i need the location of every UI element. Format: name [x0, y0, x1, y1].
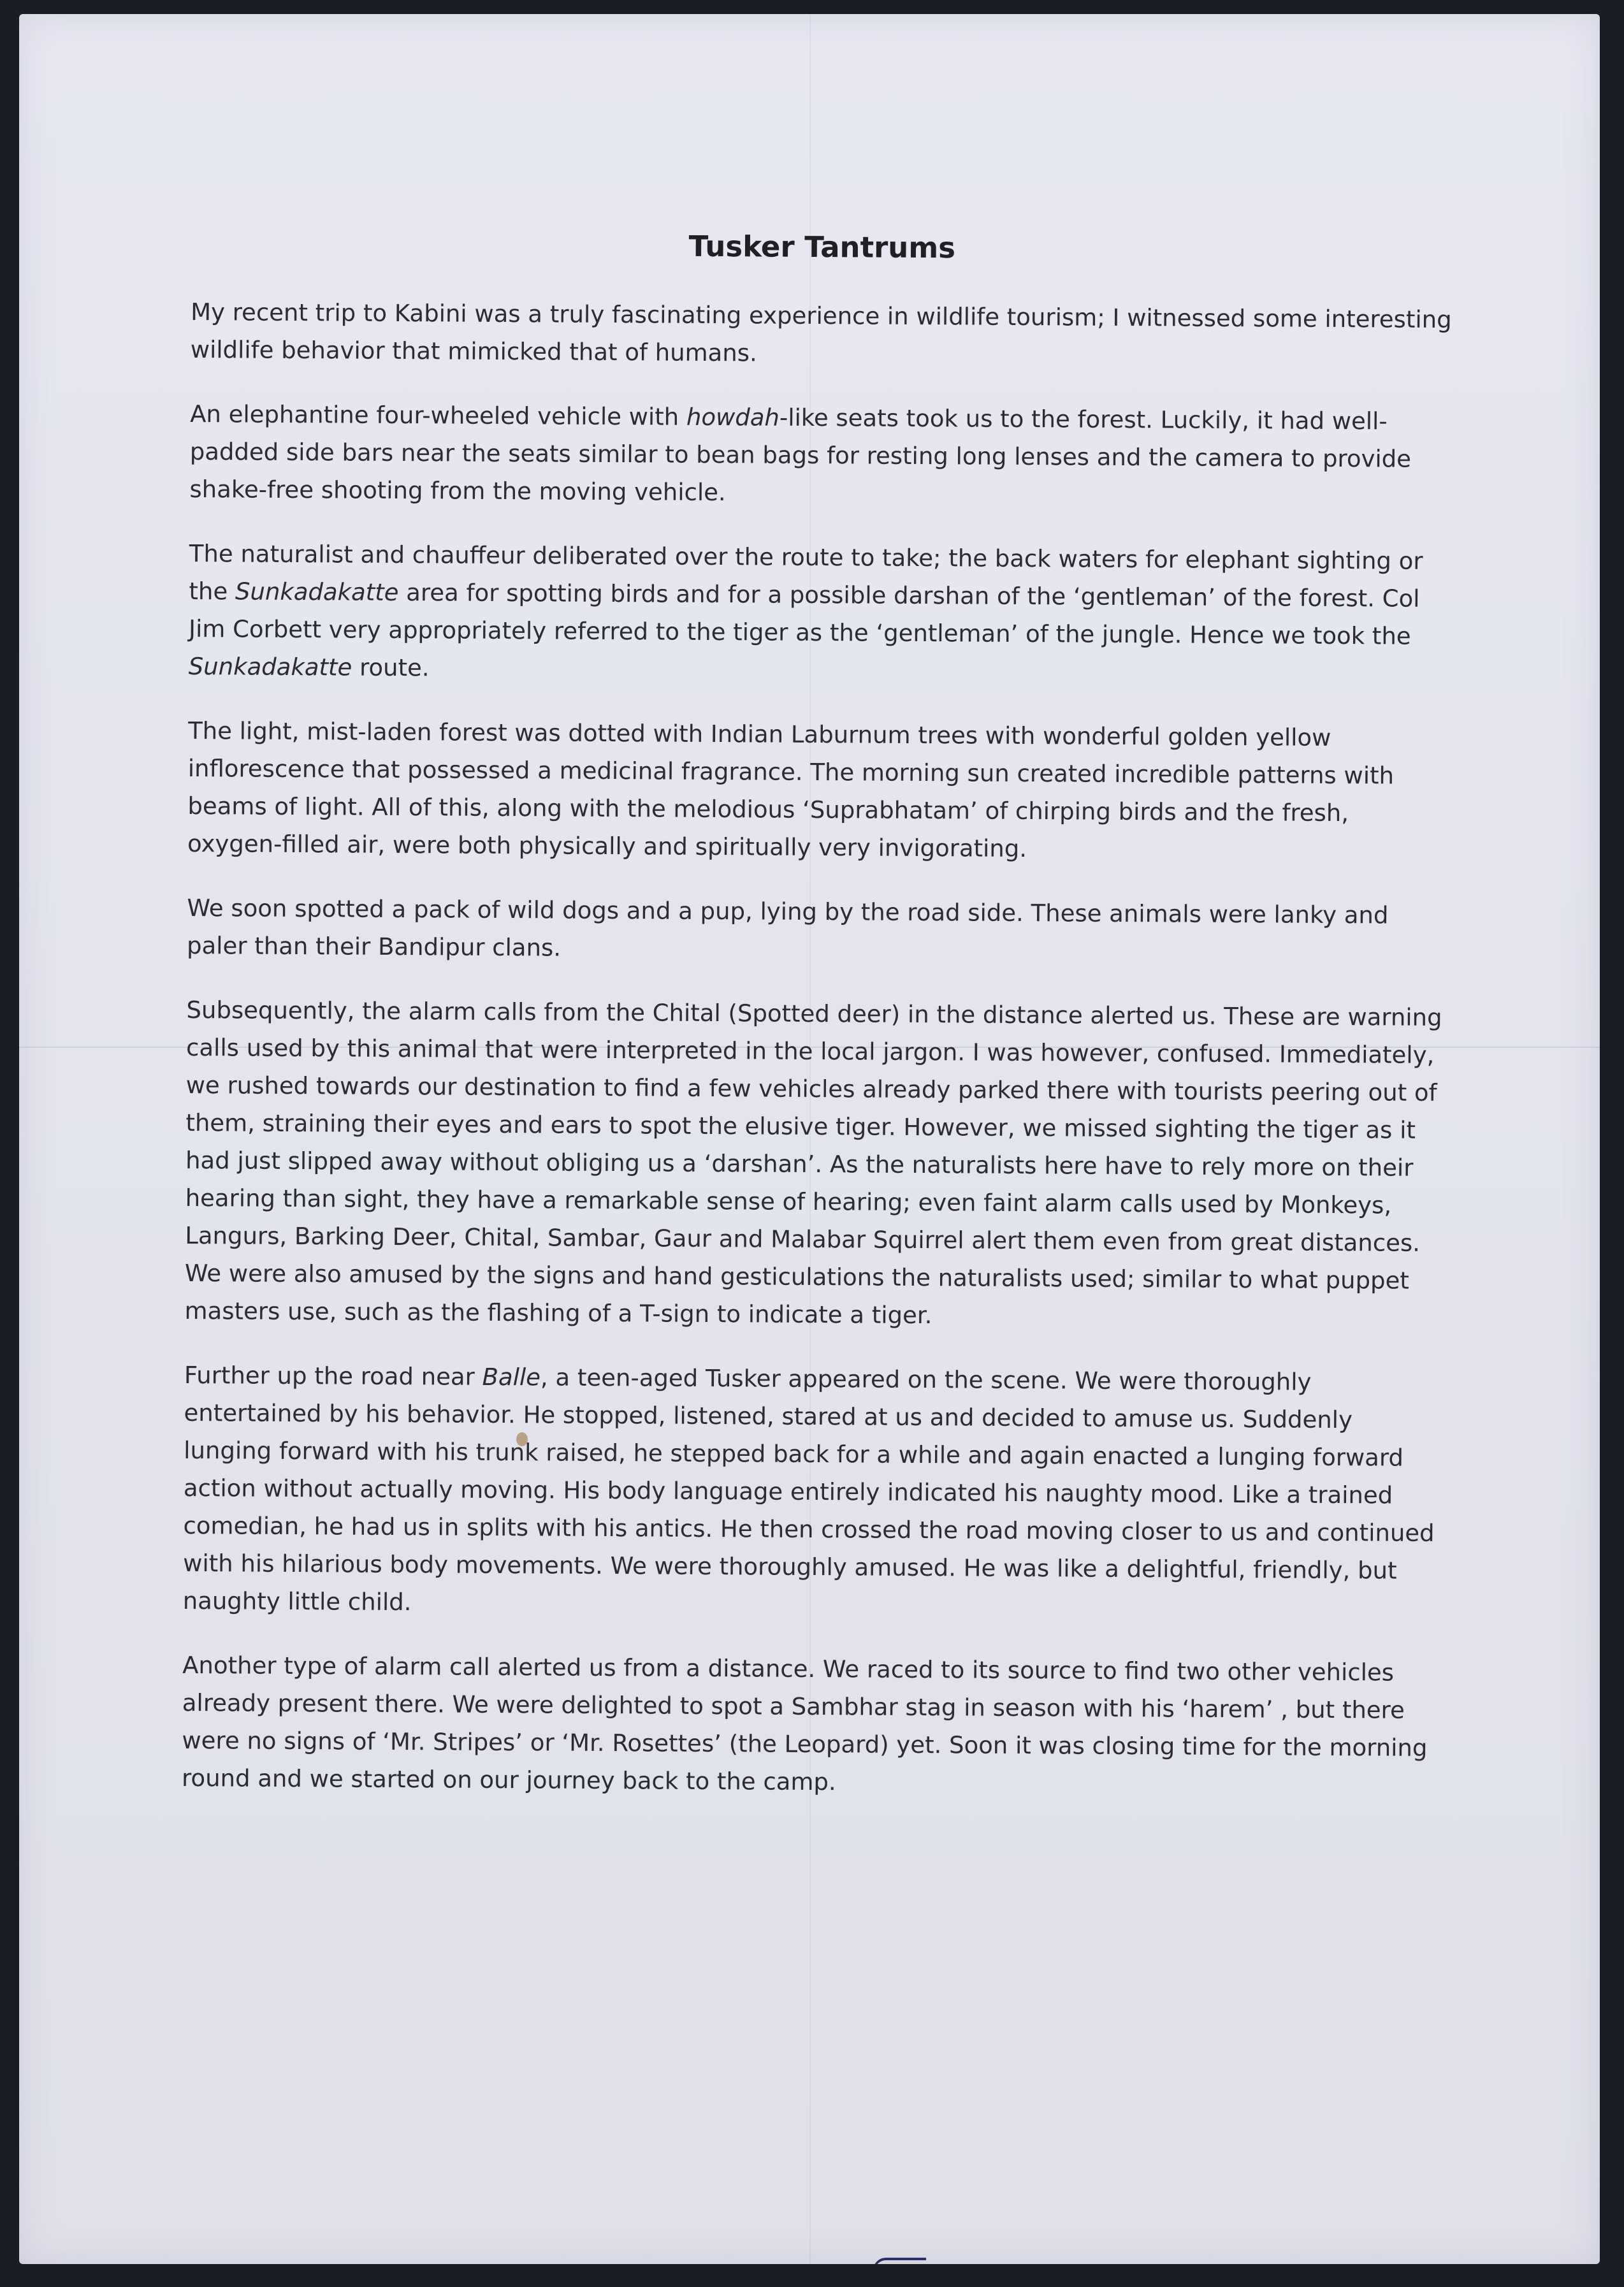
italic-run: howdah [686, 403, 780, 432]
text-run: An elephantine four-wheeled vehicle with [190, 400, 687, 431]
text-run: Another type of alarm call alerted us from a distance. We raced to its source to find two other vehicles already present there. We were delighted to spot a Sambhar stag in season with his ‘harem’ , but there were no signs of ‘Mr. Stripes’ or ‘Mr. Rosettes’ (the Leopard) yet. Soon it was closing time for the morning round and we started on our journey back to the camp. [181, 1651, 1428, 1796]
text-run: , a teen-aged Tusker appeared on the scene. We were thoroughly entertained by his behavior. He stopped, listened, stared at us and decided to amuse us. Suddenly lunging forward with his trunk raised, he stepped back for a while and again enacted a lunging forward action without actually moving. His body language entirely indicated his naughty mood. Like a trained comedian, he had us in splits with his antics. He then crossed the road moving closer to us and continued with his hilarious body movements. We were thoroughly amused. He was like a delightful, friendly, but naughty little child. [182, 1363, 1435, 1616]
text-run: The light, mist-laden forest was dotted with Indian Laburnum trees with wonderful golden yellow inflorescence that possessed a medicinal fragrance. The morning sun created incredible patterns with beams of light. All of this, along with the melodious ‘Suprabhatam’ of chirping birds and the fresh, oxygen-filled air, were both physically and spiritually very invigorating. [187, 716, 1395, 863]
paragraph-8 [182, 1646, 1444, 1804]
paragraph-6 [184, 991, 1448, 1337]
paragraph-2 [189, 395, 1452, 516]
text-run: The naturalist and chauffeur deliberated over the route to take; the back waters for elephant sighting or the [189, 539, 1423, 606]
pen-mark [873, 2258, 926, 2264]
paragraph-4 [187, 712, 1450, 870]
paragraph-3 [189, 535, 1451, 693]
italic-run: Balle [482, 1363, 541, 1391]
italic-run: Sunkadakatte [188, 652, 352, 681]
text-run: -like seats took us to the forest. Luckily, it had well-padded side bars near the seats similar to bean bags for resting long lenses and the camera to provide shake-free shooting from the moving vehicle. [189, 403, 1412, 507]
paragraph-5 [187, 889, 1449, 972]
text-run: route. [352, 653, 430, 682]
text-run: Subsequently, the alarm calls from the Chital (Spotted deer) in the distance alerted us. These are warning calls used by this animal that were interpreted in the local jargon. I was however, confused. Immediately, we rushed towards our destination to find a few vehicles already parked there with tourists peering out of them, straining their eyes and ears to spot the elusive tiger. However, we missed sighting the tiger as it had just slipped away without obliging us a ‘darshan’. As the naturalists here have to rely more on their hearing than sight, they have a remarkable sense of hearing; even faint alarm calls used by Monkeys, Langurs, Barking Deer, Chital, Sambar, Gaur and Malabar Squirrel alert them even from great distances. We were also amused by the signs and hand gesticulations the naturalists used; similar to what puppet masters use, such as the flashing of a T-sign to indicate a tiger. [184, 996, 1442, 1330]
paper-sheet [19, 14, 1600, 2264]
text-run: We soon spotted a pack of wild dogs and a pup, lying by the road side. These animals were lanky and paler than their Bandipur clans. [186, 894, 1389, 962]
text-run: area for spotting birds and for a possible darshan of the ‘gentleman’ of the forest. Col Jim Corbett very appropriately referred to the tiger as the ‘gentleman’ of the jungle. Hence we took the [188, 578, 1420, 650]
article-body [182, 293, 1453, 1804]
article [182, 224, 1453, 1831]
paragraph-1 [191, 293, 1453, 376]
italic-run: Sunkadakatte [235, 577, 399, 606]
text-run: My recent trip to Kabini was a truly fascinating experience in wildlife tourism; I witnessed some interesting wildlife behavior that mimicked that of humans. [190, 298, 1452, 367]
paragraph-7 [183, 1356, 1446, 1627]
article-title: Tusker Tantrums [688, 229, 956, 265]
text-run: Further up the road near [184, 1361, 482, 1391]
